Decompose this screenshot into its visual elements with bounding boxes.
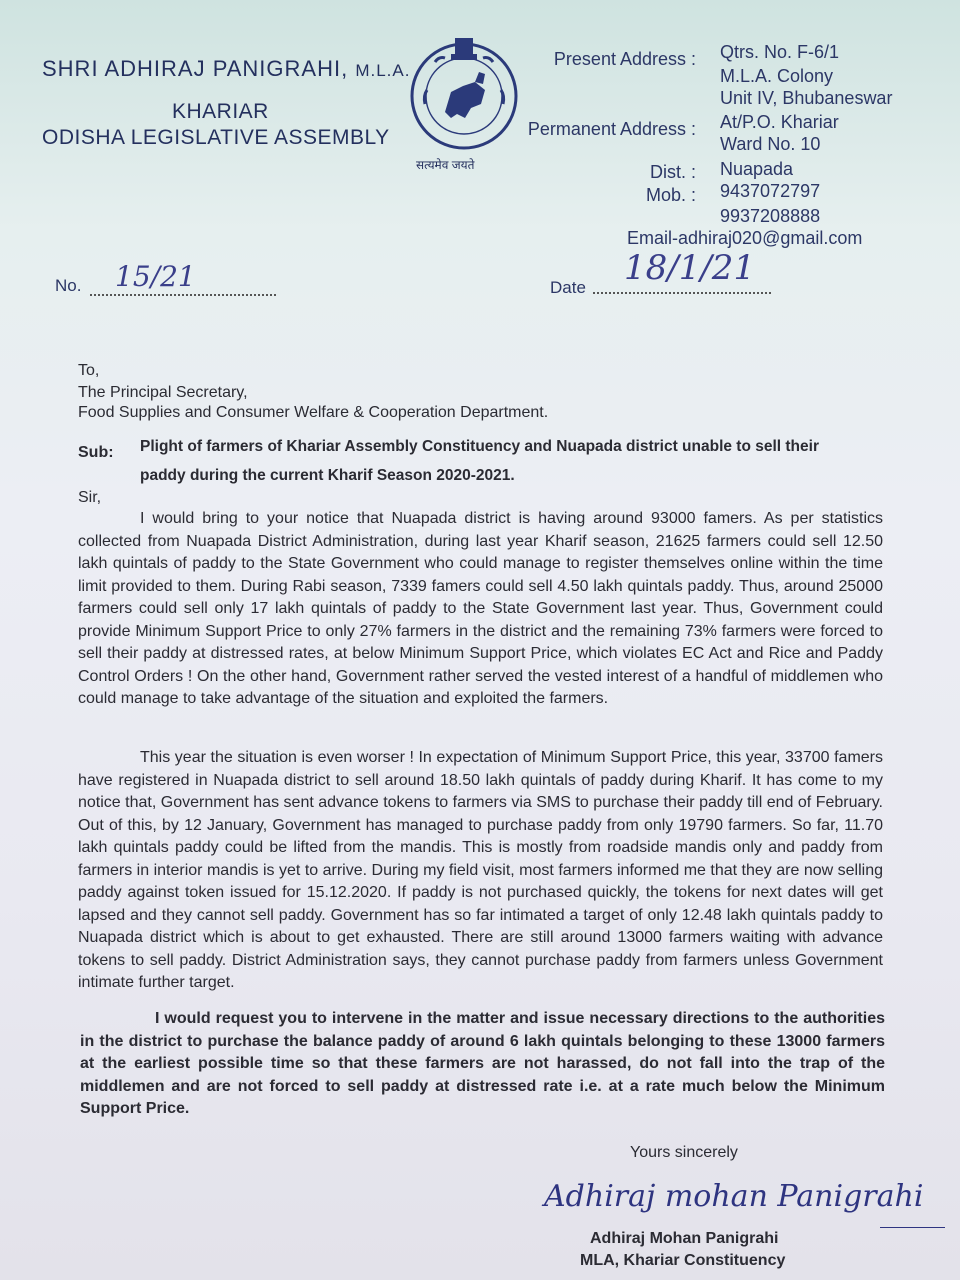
present-address-line-1: Qtrs. No. F-6/1	[720, 42, 840, 62]
subject-line-2: paddy during the current Kharif Season 2020-2021.	[140, 467, 515, 484]
recipient-line-2: Food Supplies and Consumer Welfare & Cooperation Department.	[78, 404, 549, 421]
present-address-line-3: Unit IV, Bhubaneswar	[720, 88, 893, 108]
permanent-address-line-1: At/P.O. Khariar	[720, 112, 839, 132]
dist-value: Nuapada	[720, 159, 794, 179]
paragraph-2: This year the situation is even worser ! In expectation of Minimum Support Price, this year, 33700 famers have registered in Nuapada district to sell around 18.50 lakh quintals of paddy during Kharif. It has come to my notice that, Government has sent advance tokens to farmers via SMS to purchase their paddy till end of February. Out of this, by 12 January, Government has managed to purchase paddy from only 19790 farmers. So far, 11.70 lakh quintals paddy could be lifted from the mandis. This is mostly from roadside mandis only and paddy from farmers in interior mandis is yet to arrive. During my field visit, most farmers informed me that they are now selling paddy against token issued for 15.12.2020. If paddy is not purchased quickly, the tokens for next dates will get lapsed and they cannot sell paddy. Government has so far intimated a target of only 12.48 lakh quintals paddy to Nuapada district which is about to get exhausted. There are still around 13000 farmers waiting with advance tokens to sell paddy. District Administration says, they cannot purchase paddy from farmers unless Government intimate further target.	[78, 749, 883, 991]
mla-name-text: SHRI ADHIRAJ PANIGRAHI,	[42, 56, 349, 81]
mla-suffix: M.L.A.	[355, 61, 411, 80]
mla-name	[42, 56, 410, 82]
mobile-2: 9937208888	[720, 206, 821, 226]
closing-yours: Yours sincerely	[630, 1144, 738, 1161]
dist-label: Dist. :	[649, 162, 696, 182]
date-value: 18/1/21	[624, 248, 756, 288]
permanent-address-line-2: Ward No. 10	[720, 134, 821, 154]
permanent-address-label: Permanent Address :	[527, 119, 696, 139]
email-address: Email-adhiraj020@gmail.com	[627, 228, 863, 248]
salutation: Sir,	[78, 489, 102, 506]
subject-label: Sub:	[78, 444, 114, 461]
recipient-line-1: The Principal Secretary,	[78, 384, 248, 401]
present-address-label: Present Address :	[553, 49, 696, 69]
signatory-name: Adhiraj Mohan Panigrahi	[590, 1230, 779, 1247]
signature-text: Adhiraj mohan Panigrahi	[544, 1179, 924, 1214]
ref-no-label: No.	[55, 276, 82, 295]
ref-no-value: 15/21	[115, 260, 196, 293]
constituency-name: KHARIAR	[172, 100, 269, 123]
to-line: To,	[78, 362, 100, 379]
signature-area	[540, 1168, 950, 1228]
paragraph-3: I would request you to intervene in the matter and issue necessary directions to the authorities in the district to purchase the balance paddy of around 6 lakh quintals belonging to these 13000 farmers at the earliest possible time so that these farmers are not harassed, do not fall into the trap of the middlemen and are not forced to sell paddy at distressed rate i.e. at a rate much below the Minimum Support Price.	[80, 1010, 885, 1117]
emblem-motto: सत्यमेव जयते	[416, 158, 475, 172]
signature-image	[540, 1168, 950, 1228]
date-label: Date	[550, 278, 586, 297]
mobile-1: 9437072797	[720, 181, 821, 201]
paragraph-1: I would bring to your notice that Nuapada district is having around 93000 famers. As per statistics collected from Nuapada District Administration, during last year Kharif season, 21625 farmers could sell 12.50 lakh quintals of paddy to the State Government who could manage to register themselves online within the time limit provided to them. During Rabi season, 7339 famers could sell 4.50 lakh quintals paddy. Thus, around 25000 farmers could sell only 17 lakh quintals of paddy to the State Government last year. Thus, Government could provide Minimum Support Price to only 27% farmers in the district and the remaining 73% farmers were forced to sell their paddy at distressed rates, at below Minimum Support Price, which violates EC Act and Rice and Paddy Control Orders ! On the other hand, Government rather served the vested interest of a handful of middlemen who could manage to take advantage of the situation and exploited the farmers.	[78, 510, 883, 707]
present-address-line-2: M.L.A. Colony	[720, 66, 834, 86]
mob-label: Mob. :	[645, 185, 696, 205]
assembly-name: ODISHA LEGISLATIVE ASSEMBLY	[42, 126, 390, 149]
subject-line-1: Plight of farmers of Khariar Assembly Constituency and Nuapada district unable to sell their	[140, 438, 819, 455]
signatory-designation: MLA, Khariar Constituency	[580, 1252, 786, 1269]
odisha-emblem-icon	[405, 34, 523, 152]
